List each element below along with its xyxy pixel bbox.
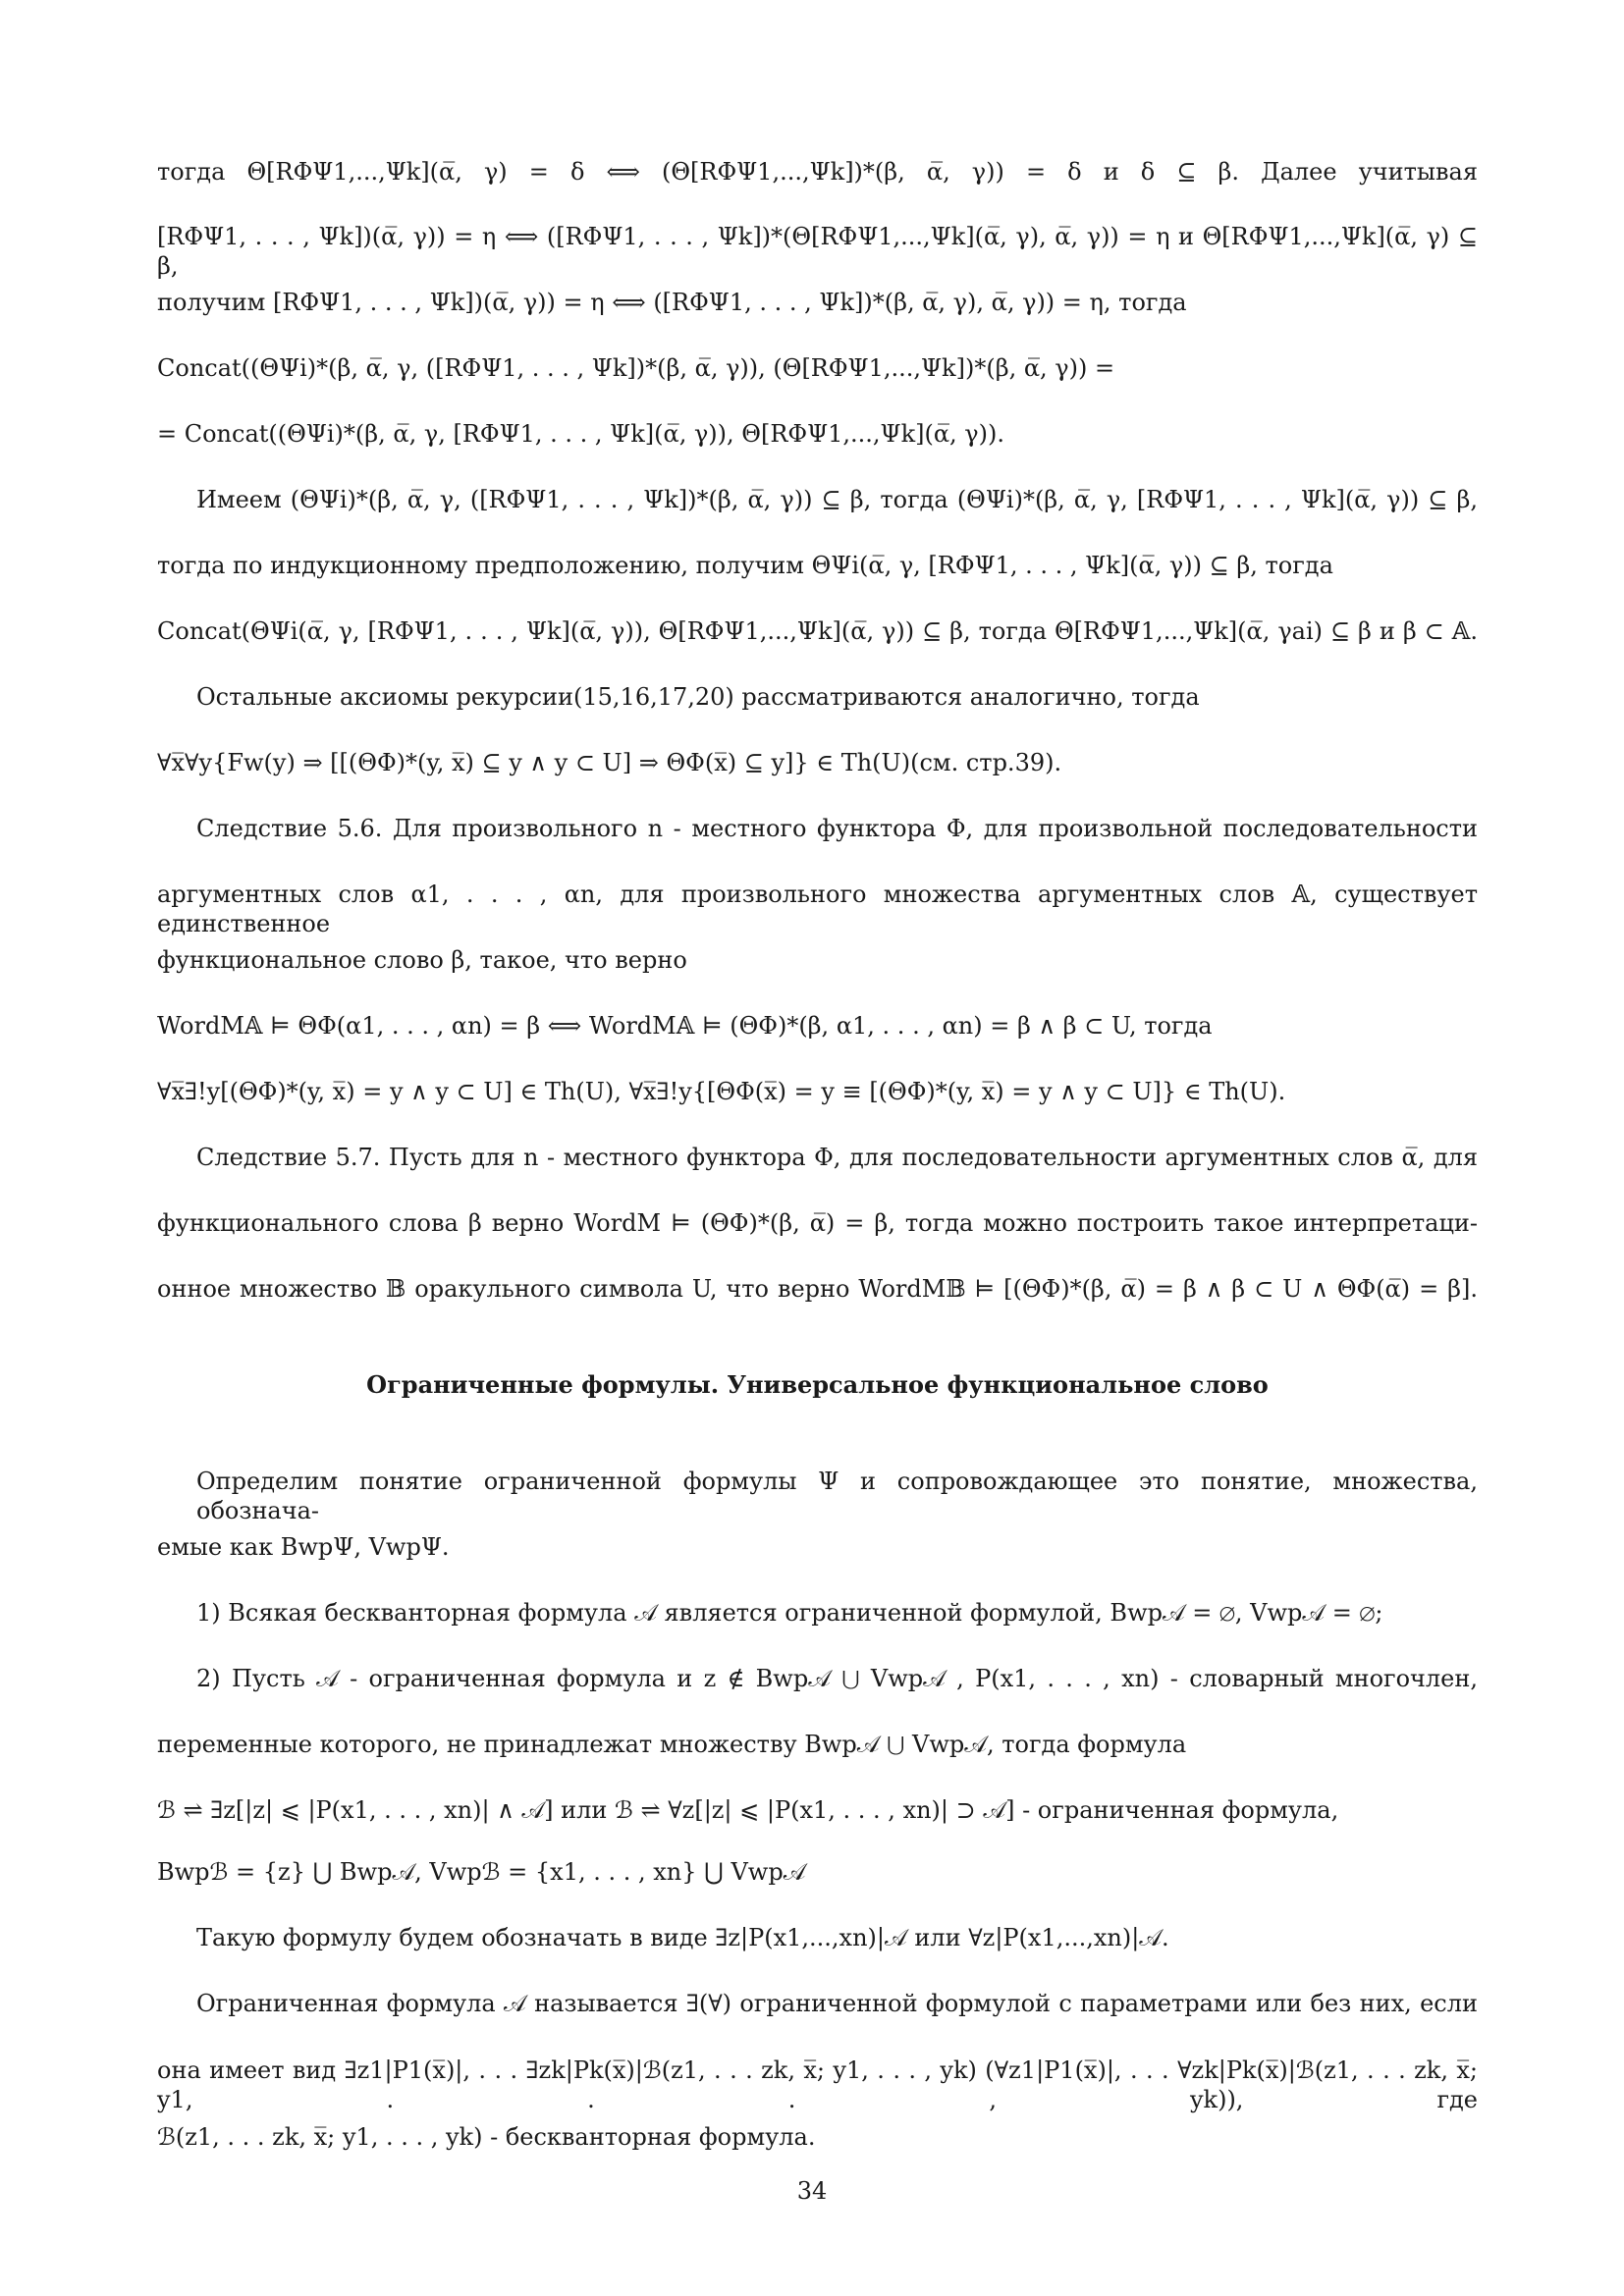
text-line: переменные которого, не принадлежат множеству Bwp𝒜 ⋃ Vwp𝒜, тогда формула	[157, 1731, 1187, 1758]
text-line: Определим понятие ограниченной формулы Ψ и сопровождающее это понятие, множества, обознача-	[196, 1468, 1478, 1524]
text-line: Ограниченная формула 𝒜 называется ∃(∀) ограниченной формулой с параметрами или без них, если	[196, 1990, 1478, 2017]
text-line: тогда по индукционному предположению, получим ΘΨi(α̅, γ, [RΦΨ1, . . . , Ψk](α̅, γ)) ⊆ β, тогда	[157, 552, 1333, 579]
text-line: функционального слова β верно WordM ⊨ (ΘΦ)*(β, α̅) = β, тогда можно построить такое интерпретаци-	[157, 1209, 1478, 1237]
text-line: 2) Пусть 𝒜 - ограниченная формула и z ∉ Bwp𝒜 ⋃ Vwp𝒜 , P(x1, . . . , xn) - словарный многочлен,	[196, 1665, 1478, 1692]
text-line: Остальные аксиомы рекурсии(15,16,17,20) рассматриваются аналогично, тогда	[196, 683, 1200, 711]
section-heading: Ограниченные формулы. Универсальное функциональное слово	[366, 1370, 1269, 1399]
text-line: аргументных слов α1, . . . , αn, для произвольного множества аргументных слов 𝔸, существует единственное	[157, 881, 1478, 937]
text-line: Такую формулу будем обозначать в виде ∃z|P(x1,...,xn)|𝒜 или ∀z|P(x1,...,xn)|𝒜.	[196, 1924, 1169, 1951]
text-line: емые как BwpΨ, VwpΨ.	[157, 1533, 450, 1561]
text-line: она имеет вид ∃z1|P1(x̅)|, . . . ∃zk|Pk(x̅)|ℬ(z1, . . . zk, x̅; y1, . . . , yk) (∀z1|P1(x̅)|, . . . ∀zk|Pk(x̅)|ℬ(z1, . . . zk, x̅; y1, . . . , yk)), где	[157, 2056, 1479, 2113]
corollary-5-6: Следствие 5.6. Для произвольного n - местного функтора Φ, для произвольной последовательности	[196, 815, 1478, 842]
text-line: WordM𝔸 ⊨ ΘΦ(α1, . . . , αn) = β ⟺ WordM𝔸 ⊨ (ΘΦ)*(β, α1, . . . , αn) = β ∧ β ⊂ U, тогда	[157, 1012, 1213, 1040]
page-number: 34	[796, 2177, 828, 2205]
text-line: ∀x̅∀y{Fw(y) ⇒ [[(ΘΦ)*(y, x̅) ⊆ y ∧ y ⊂ U] ⇒ ΘΦ(x̅) ⊆ y]} ∈ Th(U)(см. стр.39).	[157, 749, 1062, 776]
text-line: функциональное слово β, такое, что верно	[157, 946, 687, 974]
text-line: Concat((ΘΨi)*(β, α̅, γ, ([RΦΨ1, . . . , Ψk])*(β, α̅, γ)), (Θ[RΦΨ1,...,Ψk])*(β, α̅, γ)) =	[157, 354, 1115, 382]
text-line: получим [RΦΨ1, . . . , Ψk])(α̅, γ)) = η ⟺ ([RΦΨ1, . . . , Ψk])*(β, α̅, γ), α̅, γ)) = η, тогда	[157, 289, 1187, 316]
text-line: [RΦΨ1, . . . , Ψk])(α̅, γ)) = η ⟺ ([RΦΨ1, . . . , Ψk])*(Θ[RΦΨ1,...,Ψk](α̅, γ), α̅, γ)) = η и Θ[RΦΨ1,...,Ψk](α̅, γ) ⊆ β,	[157, 223, 1478, 280]
text-line: Имеем (ΘΨi)*(β, α̅, γ, ([RΦΨ1, . . . , Ψk])*(β, α̅, γ)) ⊆ β, тогда (ΘΨi)*(β, α̅, γ, [RΦΨ1, . . . , Ψk](α̅, γ)) ⊆ β,	[196, 486, 1478, 513]
text-line: тогда Θ[RΦΨ1,...,Ψk](α̅, γ) = δ ⟺ (Θ[RΦΨ1,...,Ψk])*(β, α̅, γ)) = δ и δ ⊆ β. Далее учитывая	[157, 158, 1478, 186]
text-line: онное множество 𝔹 оракульного символа U, что верно WordM𝔹 ⊨ [(ΘΦ)*(β, α̅) = β ∧ β ⊂ U ∧ ΘΦ(α̅) = β].	[157, 1275, 1478, 1303]
text-line: ℬ ⇌ ∃z[|z| ⩽ |P(x1, . . . , xn)| ∧ 𝒜] или ℬ ⇌ ∀z[|z| ⩽ |P(x1, . . . , xn)| ⊃ 𝒜] - ограниченная формула,	[157, 1796, 1339, 1824]
text-line: Bwpℬ = {z} ⋃ Bwp𝒜, Vwpℬ = {x1, . . . , xn} ⋃ Vwp𝒜	[157, 1858, 806, 1886]
text-line: = Concat((ΘΨi)*(β, α̅, γ, [RΦΨ1, . . . , Ψk](α̅, γ)), Θ[RΦΨ1,...,Ψk](α̅, γ)).	[157, 420, 1005, 448]
text-line: Concat(ΘΨi(α̅, γ, [RΦΨ1, . . . , Ψk](α̅, γ)), Θ[RΦΨ1,...,Ψk](α̅, γ)) ⊆ β, тогда Θ[RΦΨ1,...,Ψk](α̅, γai) ⊆ β и β ⊂ 𝔸.	[157, 617, 1479, 645]
text-line: ∀x̅∃!y[(ΘΦ)*(y, x̅) = y ∧ y ⊂ U] ∈ Th(U), ∀x̅∃!y{[ΘΦ(x̅) = y ≡ [(ΘΦ)*(y, x̅) = y ∧ y ⊂ U]} ∈ Th(U).	[157, 1078, 1286, 1105]
text-line: 1) Всякая бескванторная формула 𝒜 является ограниченной формулой, Bwp𝒜 = ∅, Vwp𝒜 = ∅;	[196, 1599, 1383, 1627]
text-line: ℬ(z1, . . . zk, x̅; y1, . . . , yk) - бескванторная формула.	[157, 2123, 816, 2151]
corollary-5-7: Следствие 5.7. Пусть для n - местного функтора Φ, для последовательности аргументных слов α̅, для	[196, 1144, 1478, 1171]
